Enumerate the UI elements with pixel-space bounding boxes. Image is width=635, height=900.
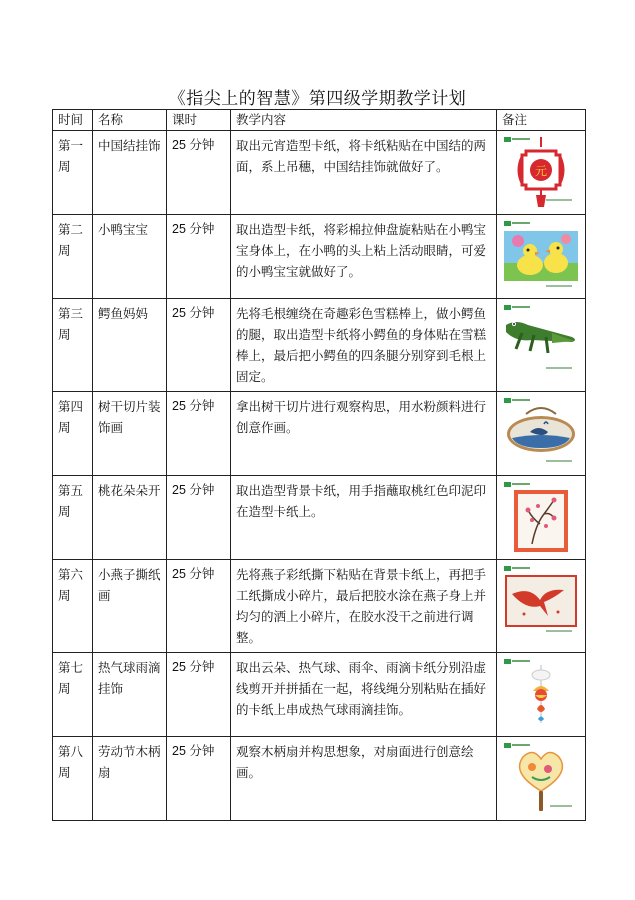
- ducklings-image: [502, 219, 580, 293]
- remarks-cell: [497, 131, 586, 215]
- hours-cell: 25 分钟: [167, 131, 231, 215]
- wooden-fan-image: [502, 741, 580, 815]
- name-cell: 热气球雨滴挂饰: [93, 653, 167, 737]
- hours-cell: 25 分钟: [167, 299, 231, 392]
- week-cell: 第三周: [53, 299, 93, 392]
- content-cell: 取出造型卡纸，将彩棉拉伸盘旋粘贴在小鸭宝宝身体上，在小鸭的头上粘上活动眼睛，可爱的小鸭宝宝就做好了。: [231, 215, 497, 299]
- remarks-cell: [497, 476, 586, 560]
- header-time: 时间: [53, 110, 93, 131]
- name-cell: 树干切片装饰画: [93, 392, 167, 476]
- name-cell: 劳动节木柄扇: [93, 737, 167, 821]
- hours-cell: 25 分钟: [167, 653, 231, 737]
- content-cell: 观察木柄扇并构思想象，对扇面进行创意绘画。: [231, 737, 497, 821]
- content-cell: 取出云朵、热气球、雨伞、雨滴卡纸分别沿虚线剪开并拼插在一起，将线绳分别粘贴在插好的卡纸上串成热气球雨滴挂饰。: [231, 653, 497, 737]
- header-hours: 课时: [167, 110, 231, 131]
- remarks-cell: [497, 299, 586, 392]
- remarks-cell: [497, 392, 586, 476]
- table-row: [53, 560, 586, 653]
- page-title: 《指尖上的智慧》第四级学期教学计划: [168, 89, 467, 109]
- name-cell: 小鸭宝宝: [93, 215, 167, 299]
- svg-text:元: 元: [534, 164, 548, 178]
- header-content: 教学内容: [231, 110, 497, 131]
- hours-cell: 25 分钟: [167, 215, 231, 299]
- hours-cell: 25 分钟: [167, 737, 231, 821]
- teaching-plan-table: [52, 109, 586, 821]
- tree-slice-painting-image: [502, 396, 580, 470]
- chinese-knot-image: [502, 135, 580, 209]
- content-cell: 先将燕子彩纸撕下粘贴在背景卡纸上，再把手工纸撕成小碎片，最后把胶水涂在燕子身上并均匀的洒上小碎片，在胶水没干之前进行调整。: [231, 560, 497, 653]
- content-cell: 先将毛根缠绕在奇趣彩色雪糕棒上，做小鳄鱼的腿，取出造型卡纸将小鳄鱼的身体贴在雪糕棒上，最后把小鳄鱼的四条腿分别穿到毛根上固定。: [231, 299, 497, 392]
- hours-cell: 25 分钟: [167, 560, 231, 653]
- week-cell: 第四周: [53, 392, 93, 476]
- remarks-cell: [497, 653, 586, 737]
- remarks-cell: [497, 215, 586, 299]
- table-row: [53, 131, 586, 215]
- remarks-cell: [497, 560, 586, 653]
- table-row: [53, 299, 586, 392]
- table-row: [53, 215, 586, 299]
- week-cell: 第五周: [53, 476, 93, 560]
- table-header-row: [53, 110, 586, 131]
- content-cell: 取出元宵造型卡纸，将卡纸粘贴在中国结的两面，系上吊穗，中国结挂饰就做好了。: [231, 131, 497, 215]
- crocodile-image: [502, 303, 580, 377]
- table-row: [53, 653, 586, 737]
- hours-cell: 25 分钟: [167, 392, 231, 476]
- week-cell: 第六周: [53, 560, 93, 653]
- hours-cell: 25 分钟: [167, 476, 231, 560]
- header-remarks: 备注: [497, 110, 586, 131]
- week-cell: 第一周: [53, 131, 93, 215]
- table-row: [53, 392, 586, 476]
- name-cell: 鳄鱼妈妈: [93, 299, 167, 392]
- table-row: [53, 737, 586, 821]
- swallow-tear-paper-image: [502, 564, 580, 638]
- hot-air-balloon-image: [502, 657, 580, 731]
- week-cell: 第七周: [53, 653, 93, 737]
- name-cell: 中国结挂饰: [93, 131, 167, 215]
- content-cell: 取出造型背景卡纸，用手指蘸取桃红色印泥印在造型卡纸上。: [231, 476, 497, 560]
- name-cell: 桃花朵朵开: [93, 476, 167, 560]
- peach-blossom-image: [502, 480, 580, 554]
- week-cell: 第二周: [53, 215, 93, 299]
- week-cell: 第八周: [53, 737, 93, 821]
- header-name: 名称: [93, 110, 167, 131]
- content-cell: 拿出树干切片进行观察构思，用水粉颜料进行创意作画。: [231, 392, 497, 476]
- name-cell: 小燕子撕纸画: [93, 560, 167, 653]
- table-row: [53, 476, 586, 560]
- remarks-cell: [497, 737, 586, 821]
